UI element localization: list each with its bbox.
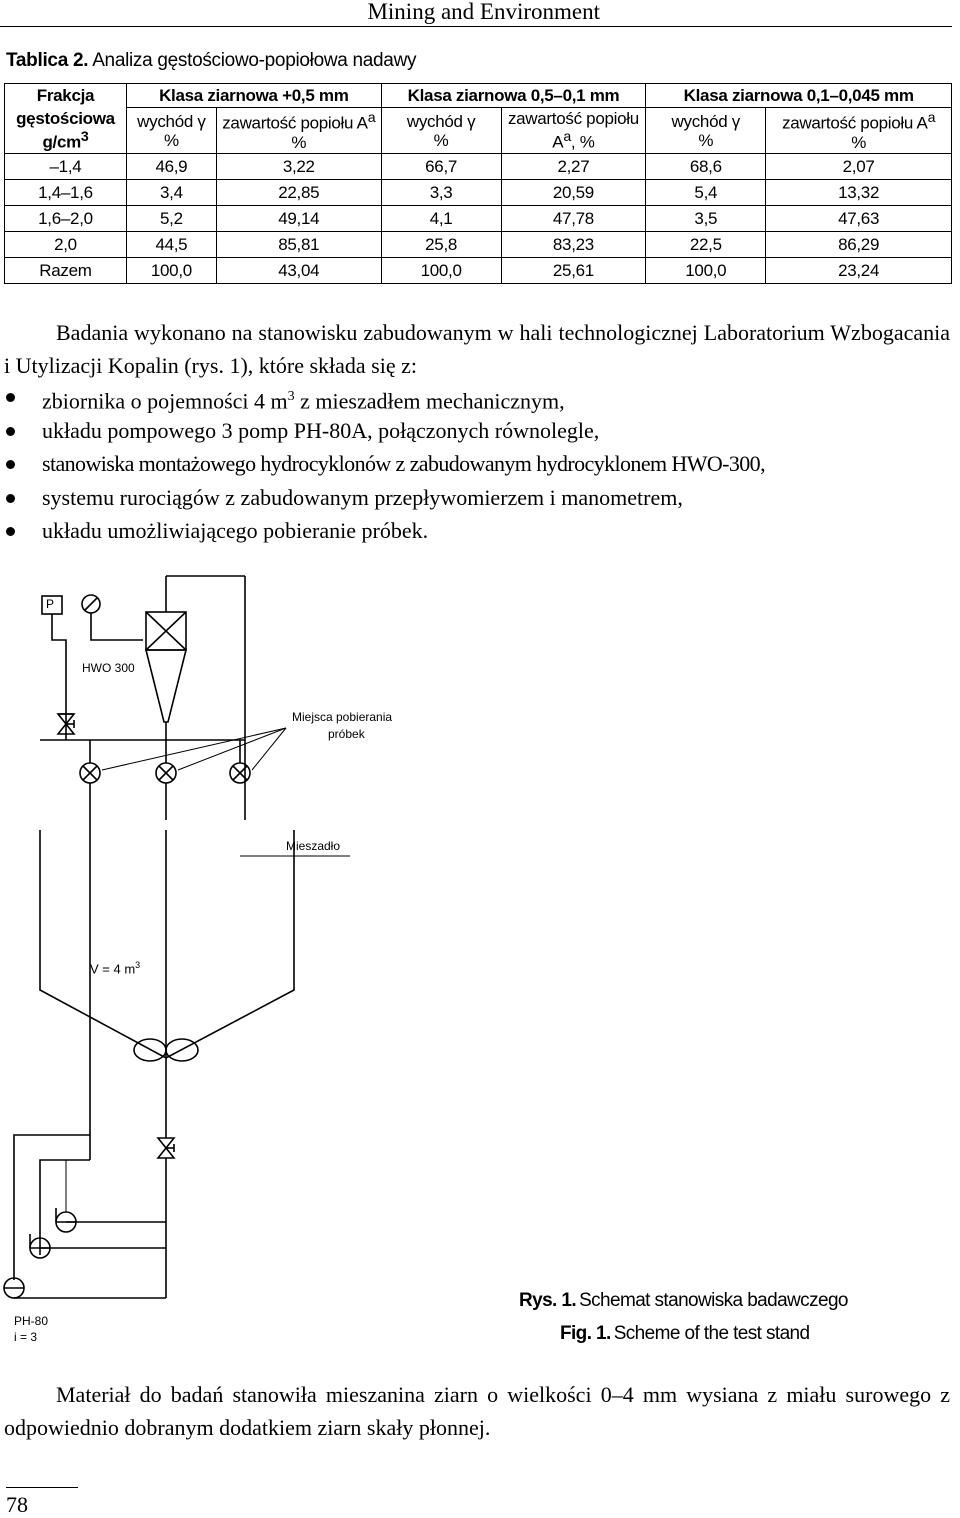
header-unit-sup: 3 [80, 128, 89, 145]
list-item: stanowiska montażowego hydrocyklonów z zabudowanym hydrocyklonem HWO-300, [0, 447, 765, 481]
table-cell: 1,4–1,6 [5, 180, 127, 206]
table-cell: 43,04 [216, 258, 381, 284]
running-header [0, 0, 952, 27]
table-row [5, 232, 952, 258]
header-unit-line [5, 128, 126, 152]
table-cell: 100,0 [381, 258, 501, 284]
table-cell: 47,63 [766, 206, 952, 232]
header-group-2: Klasa ziarnowa 0,5–0,1 mm [381, 84, 646, 108]
table-cell: 20,59 [501, 180, 646, 206]
header-ash-1: zawartość popiołu $A^a$ % [216, 108, 381, 154]
table-cell: 46,9 [126, 154, 216, 180]
table-cell: 83,23 [501, 232, 646, 258]
pump-discharge-pipe [14, 1135, 90, 1280]
paragraph-intro: Badania wykonano na stanowisku zabudowanym w hali technologicznej Laboratorium Wzbogacania i Utylizacji Kopalin (rys. 1), które składa się z: [4, 320, 950, 378]
header-yield-1: wychód γ % [126, 108, 216, 154]
table-cell: 44,5 [126, 232, 216, 258]
table-cell: 1,6–2,0 [5, 206, 127, 232]
table-cell: 25,61 [501, 258, 646, 284]
table-cell: 3,22 [216, 154, 381, 180]
table-row-total [5, 258, 952, 284]
header-ash-2: zawartość popiołu $A^a$, % [501, 108, 646, 154]
label-mixer: Mieszadło [286, 839, 341, 853]
header-density: gęstościowa [16, 108, 115, 128]
header-yield-3: wychód γ % [646, 108, 766, 154]
table-cell: 86,29 [766, 232, 952, 258]
table-caption-text: Analiza gęstościowo-popiołowa nadawy [92, 50, 417, 71]
gauge-pipe [91, 613, 143, 640]
label-sampling-1: Miejsca pobierania [292, 710, 393, 724]
table-row [5, 180, 952, 206]
manometer-needle [85, 598, 97, 610]
table-cell: 5,4 [646, 180, 766, 206]
table-caption [6, 50, 416, 72]
pump-icon [4, 1278, 24, 1298]
label-hydrocyclone: HWO 300 [82, 661, 135, 675]
table-cell: 4,1 [381, 206, 501, 232]
sampling-valve [80, 763, 100, 783]
sampling-valve [156, 763, 176, 783]
list-item: systemu rurociągów z zabudowanym przepływomierzem i manometrem, [0, 481, 765, 515]
page-number: 78 [6, 1492, 28, 1517]
table-cell: 66,7 [381, 154, 501, 180]
label-pump-2: i = 3 [14, 1330, 38, 1344]
table-cell: 3,3 [381, 180, 501, 206]
table-cell: 23,24 [766, 258, 952, 284]
hydrocyclone-cone [146, 650, 186, 722]
label-pump-1: PH-80 [14, 1314, 49, 1328]
header-group-3: Klasa ziarnowa 0,1–0,045 mm [646, 84, 952, 108]
header-fraction: Frakcja [5, 84, 127, 108]
table-cell: 85,81 [216, 232, 381, 258]
label-sampling-2: próbek [328, 727, 365, 741]
table-cell: Razem [5, 258, 127, 284]
table-cell: 2,0 [5, 232, 127, 258]
paragraph-material: Materiał do badań stanowiła mieszanina ziarn o wielkości 0–4 mm wysiana z miału surowego z odpowiednio dobranym dodatkiem ziarn skały płonnej. [4, 1382, 950, 1440]
test-stand-schematic [0, 560, 960, 1360]
table-header-row-1 [5, 84, 952, 108]
table-cell: 100,0 [646, 258, 766, 284]
journal-title: Mining and Environment [367, 0, 600, 24]
table-cell: 47,78 [501, 206, 646, 232]
table-cell: 22,5 [646, 232, 766, 258]
equipment-list [0, 380, 765, 548]
table-header-row-2 [5, 108, 952, 154]
bottom-valve-icon [158, 1138, 174, 1148]
overflow-pipe [52, 614, 66, 698]
density-ash-table [4, 83, 952, 284]
header-group-1: Klasa ziarnowa +0,5 mm [126, 84, 381, 108]
list-item: układu umożliwiającego pobieranie próbek. [0, 514, 765, 548]
table-cell: 68,6 [646, 154, 766, 180]
list-item: zbiornika o pojemności 4 $m^3$ z mieszadłem mechanicznym, [0, 380, 765, 414]
table-cell: 3,4 [126, 180, 216, 206]
label-pressure: P [46, 597, 55, 611]
header-fraction-cont [5, 108, 127, 154]
table-caption-label: Tablica 2. [6, 50, 89, 71]
table-row [5, 154, 952, 180]
table-cell: 13,32 [766, 180, 952, 206]
table-cell: 5,2 [126, 206, 216, 232]
label-volume: V = 4 $m^3$ [90, 960, 141, 977]
footer-rule [6, 1487, 78, 1488]
table-cell: 22,85 [216, 180, 381, 206]
table-cell: 2,27 [501, 154, 646, 180]
table-cell: 2,07 [766, 154, 952, 180]
figure-caption-pl: Rys. 1. Schemat stanowiska badawczego [519, 1290, 848, 1311]
figure-caption-en: Fig. 1. Scheme of the test stand [560, 1323, 810, 1344]
list-item: układu pompowego 3 pomp PH-80A, połączonych równolegle, [0, 414, 765, 448]
table-cell: 49,14 [216, 206, 381, 232]
header-ash-3: zawartość popiołu $A^a$ % [766, 108, 952, 154]
table-cell: 100,0 [126, 258, 216, 284]
table-cell: –1,4 [5, 154, 127, 180]
figure-test-stand [0, 560, 960, 1360]
table-cell: 3,5 [646, 206, 766, 232]
table-row [5, 206, 952, 232]
header-yield-2: wychód γ % [381, 108, 501, 154]
header-unit: g/cm [42, 132, 81, 152]
tank [40, 830, 294, 1058]
sampling-valve [230, 763, 250, 783]
table-cell: 25,8 [381, 232, 501, 258]
